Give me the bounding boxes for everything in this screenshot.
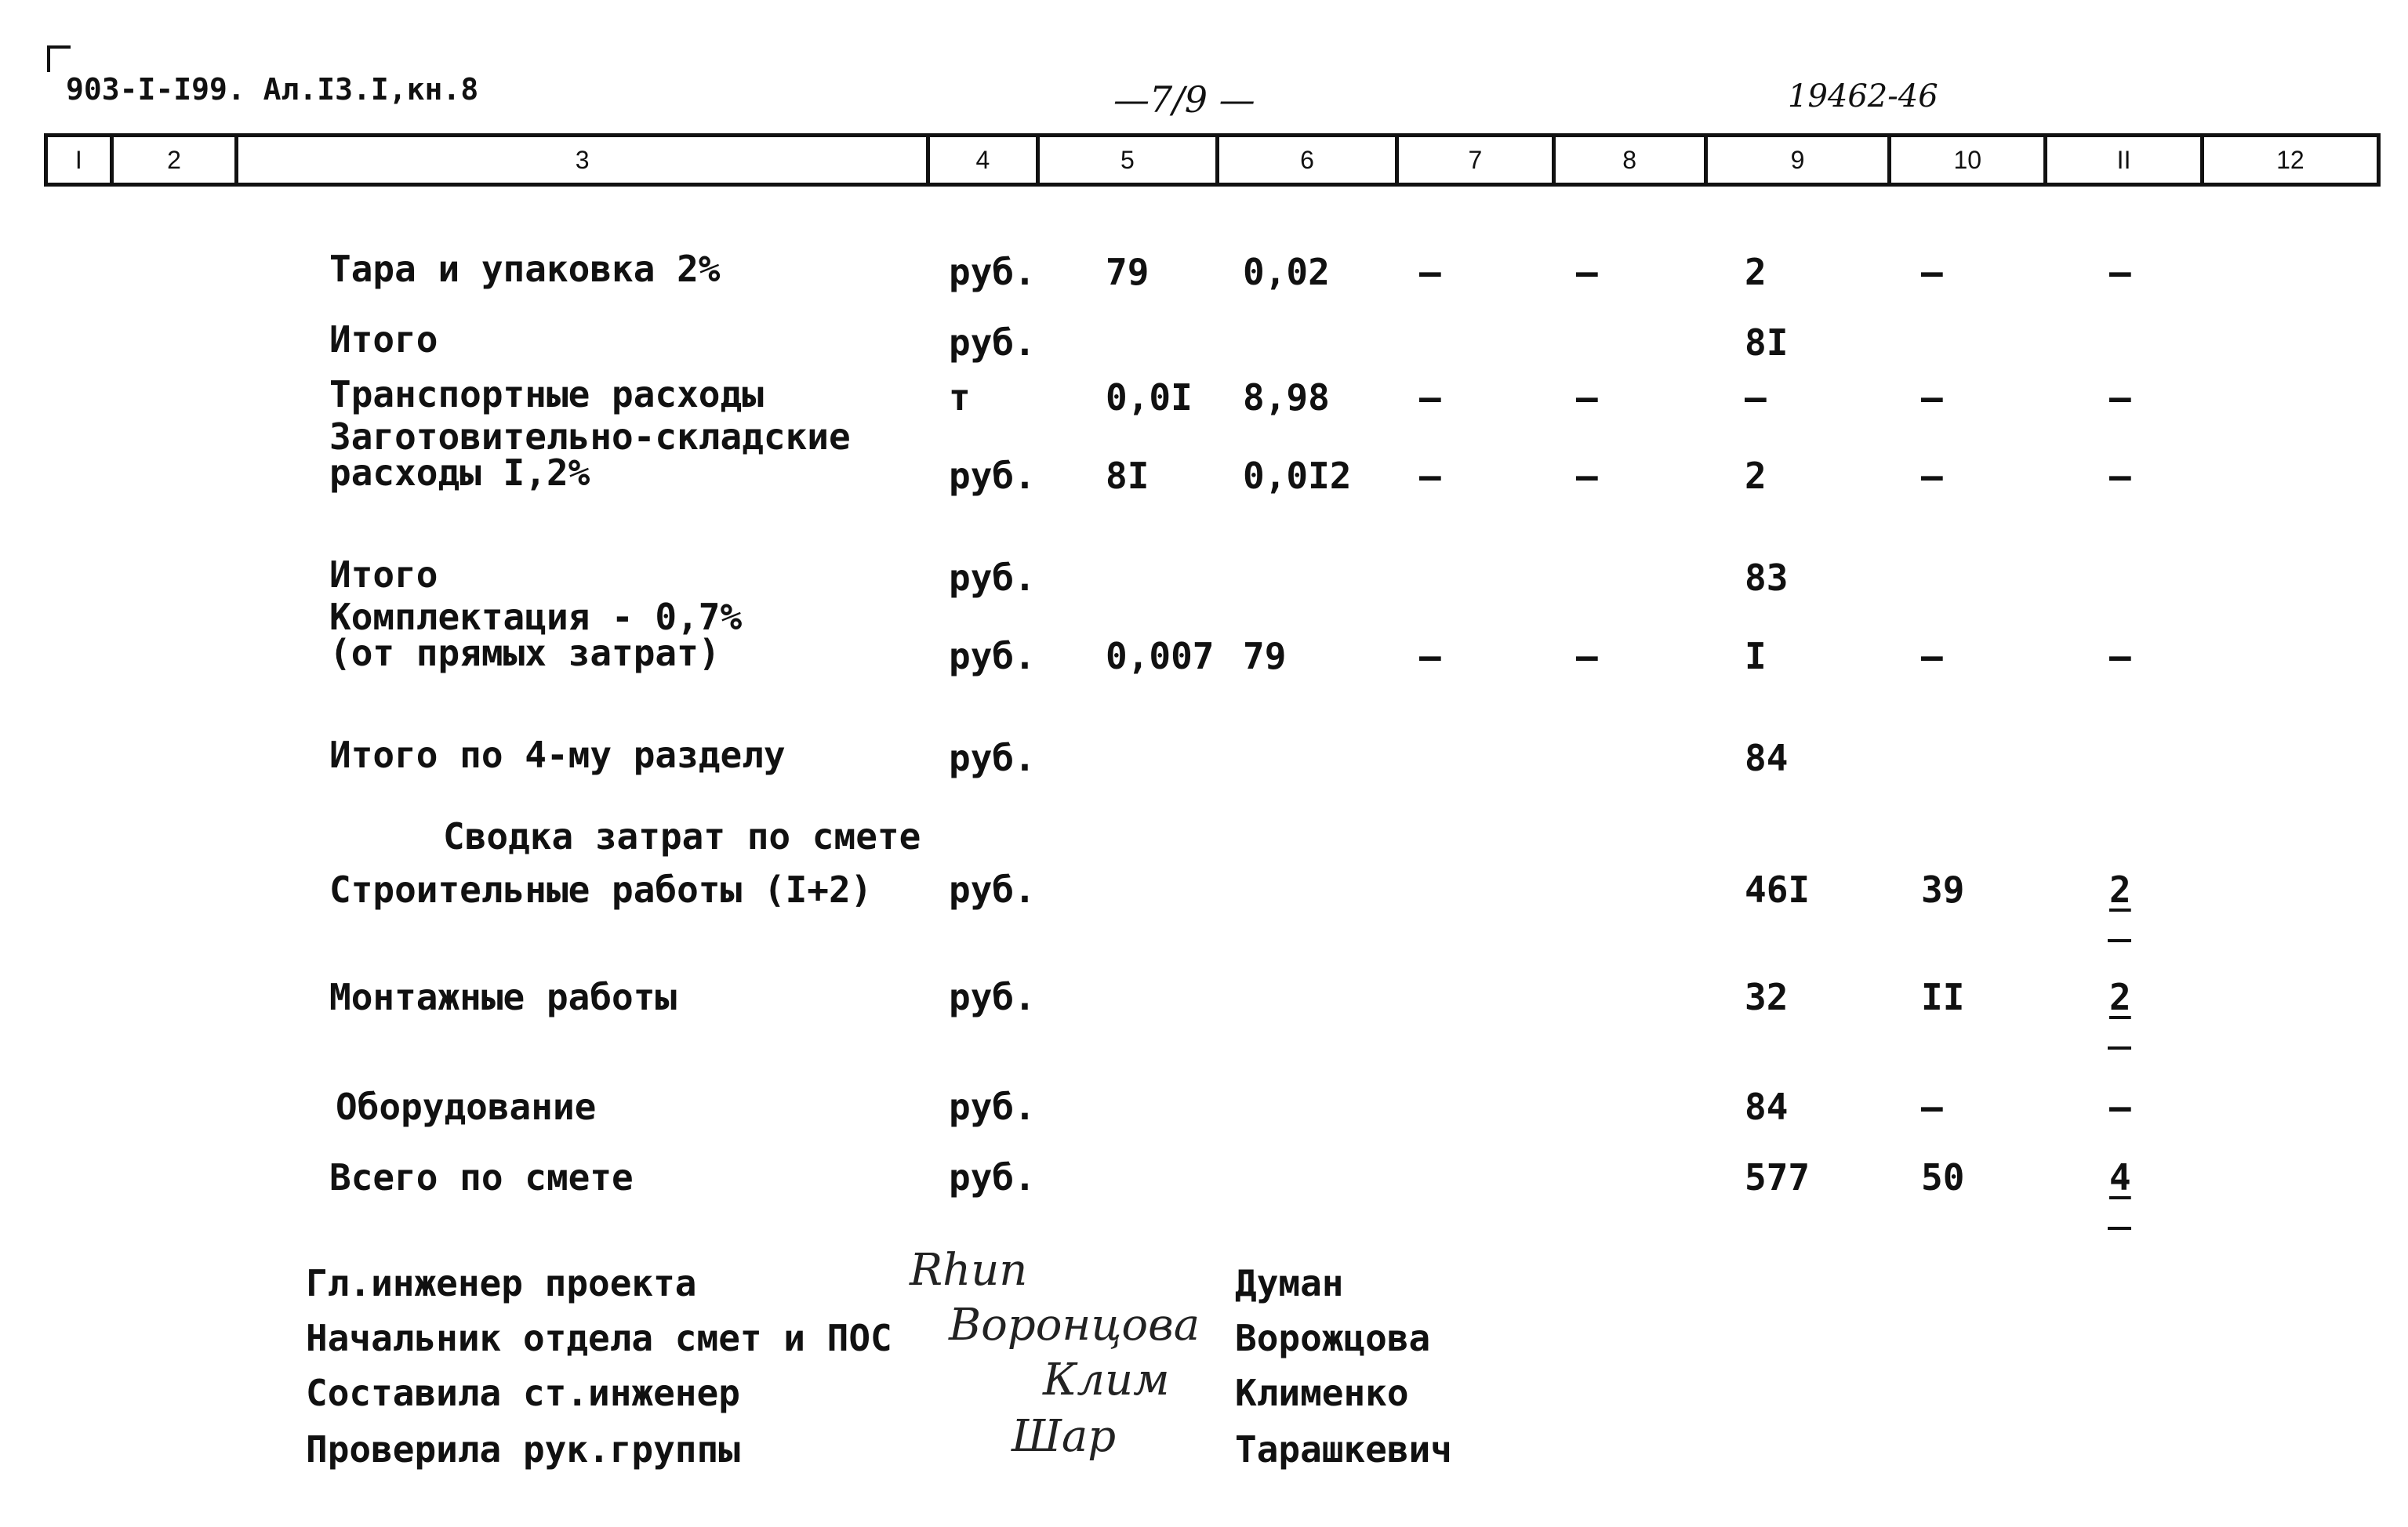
summary-value-c10: II bbox=[1921, 976, 1965, 1018]
column-number-cell: 9 bbox=[1708, 137, 1891, 183]
row-value-c9: – bbox=[1745, 376, 1767, 419]
row-value-c10: – bbox=[1921, 455, 1943, 497]
summary-row bbox=[0, 1086, 2408, 1128]
row-value-c5: 0,007 bbox=[1106, 635, 1215, 677]
signatory-name: Думан bbox=[1235, 1262, 1344, 1304]
row-label: Итого bbox=[329, 553, 438, 596]
fraction-dash bbox=[2108, 1046, 2131, 1050]
row-value-c7: – bbox=[1419, 635, 1441, 677]
summary-unit: руб. bbox=[949, 869, 1036, 911]
row-value-c7: – bbox=[1419, 376, 1441, 419]
row-label: Транспортные расходы bbox=[329, 373, 764, 415]
signatory-role: Проверила рук.группы bbox=[306, 1428, 740, 1471]
row-value-c9: 2 bbox=[1745, 251, 1767, 293]
handwritten-signature: Шар bbox=[1012, 1411, 1117, 1462]
column-number-cell: 10 bbox=[1891, 137, 2047, 183]
summary-label: Всего по смете bbox=[329, 1156, 634, 1199]
signatory-role: Составила ст.инженер bbox=[306, 1372, 740, 1414]
archive-number: 19462-46 bbox=[1788, 78, 1938, 114]
fraction-dash bbox=[2108, 939, 2131, 942]
table-row bbox=[0, 734, 2408, 779]
signatory-name: Клименко bbox=[1235, 1372, 1409, 1414]
table-row bbox=[0, 553, 2408, 599]
summary-value-c9: 46I bbox=[1745, 869, 1811, 911]
row-value-c5: 79 bbox=[1106, 251, 1150, 293]
row-value-c9: I bbox=[1745, 635, 1767, 677]
column-number-cell: 6 bbox=[1219, 137, 1399, 183]
row-unit: руб. bbox=[949, 737, 1036, 779]
row-value-c9: 8I bbox=[1745, 321, 1789, 364]
row-value-c7: – bbox=[1419, 251, 1441, 293]
summary-value-c11: 2 bbox=[2109, 976, 2131, 1018]
row-value-c10: – bbox=[1921, 635, 1943, 677]
summary-value-c10: 50 bbox=[1921, 1156, 1965, 1199]
signatory-name: Ворожцова bbox=[1235, 1317, 1431, 1359]
row-value-c9: 2 bbox=[1745, 455, 1767, 497]
row-value-c7: – bbox=[1419, 455, 1441, 497]
row-value-c9: 83 bbox=[1745, 557, 1789, 599]
handwritten-signature: Rhun bbox=[910, 1245, 1028, 1296]
table-row bbox=[0, 248, 2408, 293]
row-value-c5: 8I bbox=[1106, 455, 1150, 497]
row-label: Комплектация - 0,7% (от прямых затрат) bbox=[329, 596, 743, 674]
summary-label: Строительные работы (I+2) bbox=[329, 869, 873, 911]
column-number-cell: 8 bbox=[1556, 137, 1708, 183]
row-value-c11: – bbox=[2109, 635, 2131, 677]
row-label: Заготовительно-складские расходы I,2% bbox=[329, 415, 851, 494]
handwritten-signature: Воронцова bbox=[949, 1300, 1200, 1351]
row-value-c5: 0,0I bbox=[1106, 376, 1193, 419]
row-value-c9: 84 bbox=[1745, 737, 1789, 779]
handwritten-signature: Клим bbox=[1043, 1355, 1170, 1405]
row-unit: руб. bbox=[949, 557, 1036, 599]
row-value-c6: 0,02 bbox=[1243, 251, 1330, 293]
row-label: Итого по 4-му разделу bbox=[329, 734, 786, 776]
fraction-dash bbox=[2108, 1227, 2131, 1230]
column-number-cell: I bbox=[48, 137, 114, 183]
corner-mark bbox=[47, 45, 71, 72]
summary-title: Сводка затрат по смете bbox=[443, 815, 921, 858]
row-unit: руб. bbox=[949, 635, 1036, 677]
summary-value-c9: 84 bbox=[1745, 1086, 1789, 1128]
row-value-c11: – bbox=[2109, 376, 2131, 419]
summary-unit: руб. bbox=[949, 1156, 1036, 1199]
page-number: —7/9 — bbox=[1113, 78, 1255, 121]
column-number-cell: 3 bbox=[238, 137, 930, 183]
row-unit: руб. bbox=[949, 321, 1036, 364]
row-unit: руб. bbox=[949, 455, 1036, 497]
summary-unit: руб. bbox=[949, 976, 1036, 1018]
column-number-cell: 7 bbox=[1399, 137, 1555, 183]
summary-label: Монтажные работы bbox=[329, 976, 677, 1018]
summary-value-c9: 32 bbox=[1745, 976, 1789, 1018]
table-row bbox=[0, 318, 2408, 364]
summary-value-c9: 577 bbox=[1745, 1156, 1811, 1199]
row-value-c6: 8,98 bbox=[1243, 376, 1330, 419]
summary-value-c11: 2 bbox=[2109, 869, 2131, 911]
row-value-c6: 0,0I2 bbox=[1243, 455, 1352, 497]
column-number-bar bbox=[44, 133, 2381, 187]
row-value-c10: – bbox=[1921, 376, 1943, 419]
summary-value-c10: – bbox=[1921, 1086, 1943, 1128]
signatory-name: Тарашкевич bbox=[1235, 1428, 1452, 1471]
signatory-role: Начальник отдела смет и ПОС bbox=[306, 1317, 892, 1359]
doc-code: 903-I-I99. Ал.I3.I,кн.8 bbox=[66, 72, 479, 107]
summary-value-c10: 39 bbox=[1921, 869, 1965, 911]
row-unit: руб. bbox=[949, 251, 1036, 293]
row-value-c11: – bbox=[2109, 251, 2131, 293]
row-value-c6: 79 bbox=[1243, 635, 1287, 677]
column-number-cell: 4 bbox=[930, 137, 1040, 183]
summary-row bbox=[0, 976, 2408, 1018]
summary-row bbox=[0, 869, 2408, 911]
row-value-c8: – bbox=[1576, 376, 1598, 419]
summary-value-c11: 4 bbox=[2109, 1156, 2131, 1199]
row-unit: т bbox=[949, 376, 971, 419]
column-number-cell: 5 bbox=[1040, 137, 1219, 183]
row-label: Тара и упаковка 2% bbox=[329, 248, 721, 290]
row-value-c8: – bbox=[1576, 635, 1598, 677]
summary-unit: руб. bbox=[949, 1086, 1036, 1128]
table-row bbox=[0, 373, 2408, 419]
signatory-role: Гл.инженер проекта bbox=[306, 1262, 697, 1304]
column-number-cell: II bbox=[2047, 137, 2203, 183]
column-number-cell: 12 bbox=[2276, 145, 2304, 174]
summary-row bbox=[0, 1156, 2408, 1199]
column-number-cell: 2 bbox=[114, 137, 238, 183]
row-value-c11: – bbox=[2109, 455, 2131, 497]
row-value-c8: – bbox=[1576, 455, 1598, 497]
table-row bbox=[0, 415, 2408, 497]
table-row bbox=[0, 596, 2408, 677]
summary-value-c11: – bbox=[2109, 1086, 2131, 1128]
row-value-c8: – bbox=[1576, 251, 1598, 293]
row-label: Итого bbox=[329, 318, 438, 361]
row-value-c10: – bbox=[1921, 251, 1943, 293]
summary-label: Оборудование bbox=[336, 1086, 597, 1128]
